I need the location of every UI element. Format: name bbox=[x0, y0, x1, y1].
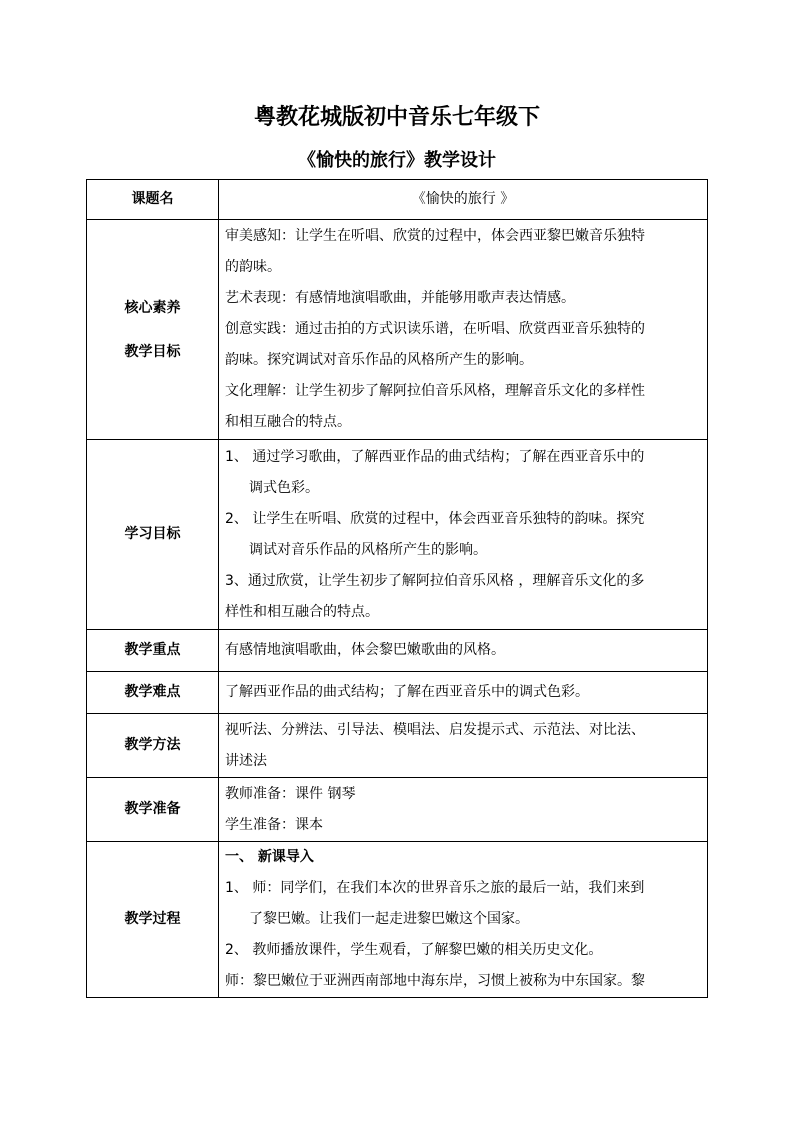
table-row-difficulties bbox=[87, 672, 708, 714]
label-core-line2: 教学目标 bbox=[124, 343, 181, 360]
process-line: 了黎巴嫩。让我们一起走进黎巴嫩这个国家。 bbox=[249, 911, 529, 927]
learning-line: 样性和相互融合的特点。 bbox=[225, 603, 379, 620]
table-row-process bbox=[87, 842, 708, 998]
table-row-core bbox=[87, 220, 708, 440]
document-title: 粤教花城版初中音乐七年级下 bbox=[253, 104, 540, 130]
label-key-points: 教学重点 bbox=[87, 630, 219, 672]
lesson-plan-table bbox=[86, 179, 708, 998]
table-row-key-points bbox=[87, 630, 708, 672]
label-preparation: 教学准备 bbox=[87, 778, 219, 842]
label-process: 教学过程 bbox=[87, 842, 219, 998]
table-row-preparation bbox=[87, 778, 708, 842]
core-line: 创意实践：通过击拍的方式识读乐谱，在听唱、欣赏西亚音乐独特的 bbox=[225, 321, 645, 337]
learning-line: 1、 通过学习歌曲，了解西亚作品的曲式结构；了解在西亚音乐中的 bbox=[225, 448, 645, 465]
label-core-line1: 核心素养 bbox=[124, 299, 181, 316]
core-content bbox=[219, 220, 708, 440]
label-topic: 课题名 bbox=[87, 180, 219, 220]
process-line: 师：黎巴嫩位于亚洲西南部地中海东岸，习惯上被称为中东国家。黎 bbox=[225, 973, 645, 989]
learning-line: 3、通过欣赏，让学生初步了解阿拉伯音乐风格 ，理解音乐文化的多 bbox=[225, 572, 645, 589]
methods-content bbox=[219, 714, 708, 778]
topic-value: 《愉快的旅行 》 bbox=[219, 180, 708, 220]
preparation-line: 教师准备：课件 钢琴 bbox=[225, 785, 356, 802]
learning-line: 2、 让学生在听唱、欣赏的过程中，体会西亚音乐独特的韵味。探究 bbox=[225, 510, 645, 527]
methods-line: 讲述法 bbox=[225, 752, 267, 769]
core-line: 的韵味。 bbox=[225, 259, 281, 275]
key-points-value: 有感情地演唱歌曲，体会黎巴嫩歌曲的风格。 bbox=[219, 630, 708, 672]
core-line: 和相互融合的特点。 bbox=[225, 414, 351, 430]
process-line: 1、 师：同学们，在我们本次的世界音乐之旅的最后一站，我们来到 bbox=[225, 880, 645, 896]
learning-content bbox=[219, 440, 708, 630]
core-line: 艺术表现：有感情地演唱歌曲，并能够用歌声表达情感。 bbox=[225, 290, 575, 306]
label-difficulties: 教学难点 bbox=[87, 672, 219, 714]
learning-line: 调试对音乐作品的风格所产生的影响。 bbox=[249, 541, 487, 558]
core-line: 文化理解：让学生初步了解阿拉伯音乐风格，理解音乐文化的多样性 bbox=[225, 383, 645, 399]
difficulties-value: 了解西亚作品的曲式结构；了解在西亚音乐中的调式色彩。 bbox=[219, 672, 708, 714]
table-row-learning bbox=[87, 440, 708, 630]
process-line: 2、 教师播放课件，学生观看，了解黎巴嫩的相关历史文化。 bbox=[225, 942, 603, 958]
preparation-content bbox=[219, 778, 708, 842]
process-content bbox=[219, 842, 708, 998]
label-learning: 学习目标 bbox=[87, 440, 219, 630]
table-row-topic bbox=[87, 180, 708, 220]
document-subtitle: 《愉快的旅行》教学设计 bbox=[298, 150, 496, 171]
methods-line: 视听法、分辨法、引导法、模唱法、启发提示式、示范法、对比法、 bbox=[225, 721, 645, 738]
preparation-line: 学生准备：课本 bbox=[225, 816, 323, 833]
label-methods: 教学方法 bbox=[87, 714, 219, 778]
learning-line: 调式色彩。 bbox=[249, 479, 319, 496]
core-line: 韵味。探究调试对音乐作品的风格所产生的影响。 bbox=[225, 352, 533, 368]
process-heading: 一、 新课导入 bbox=[225, 849, 314, 865]
table-row-methods bbox=[87, 714, 708, 778]
label-core bbox=[87, 220, 219, 440]
core-line: 审美感知：让学生在听唱、欣赏的过程中，体会西亚黎巴嫩音乐独特 bbox=[225, 228, 645, 244]
